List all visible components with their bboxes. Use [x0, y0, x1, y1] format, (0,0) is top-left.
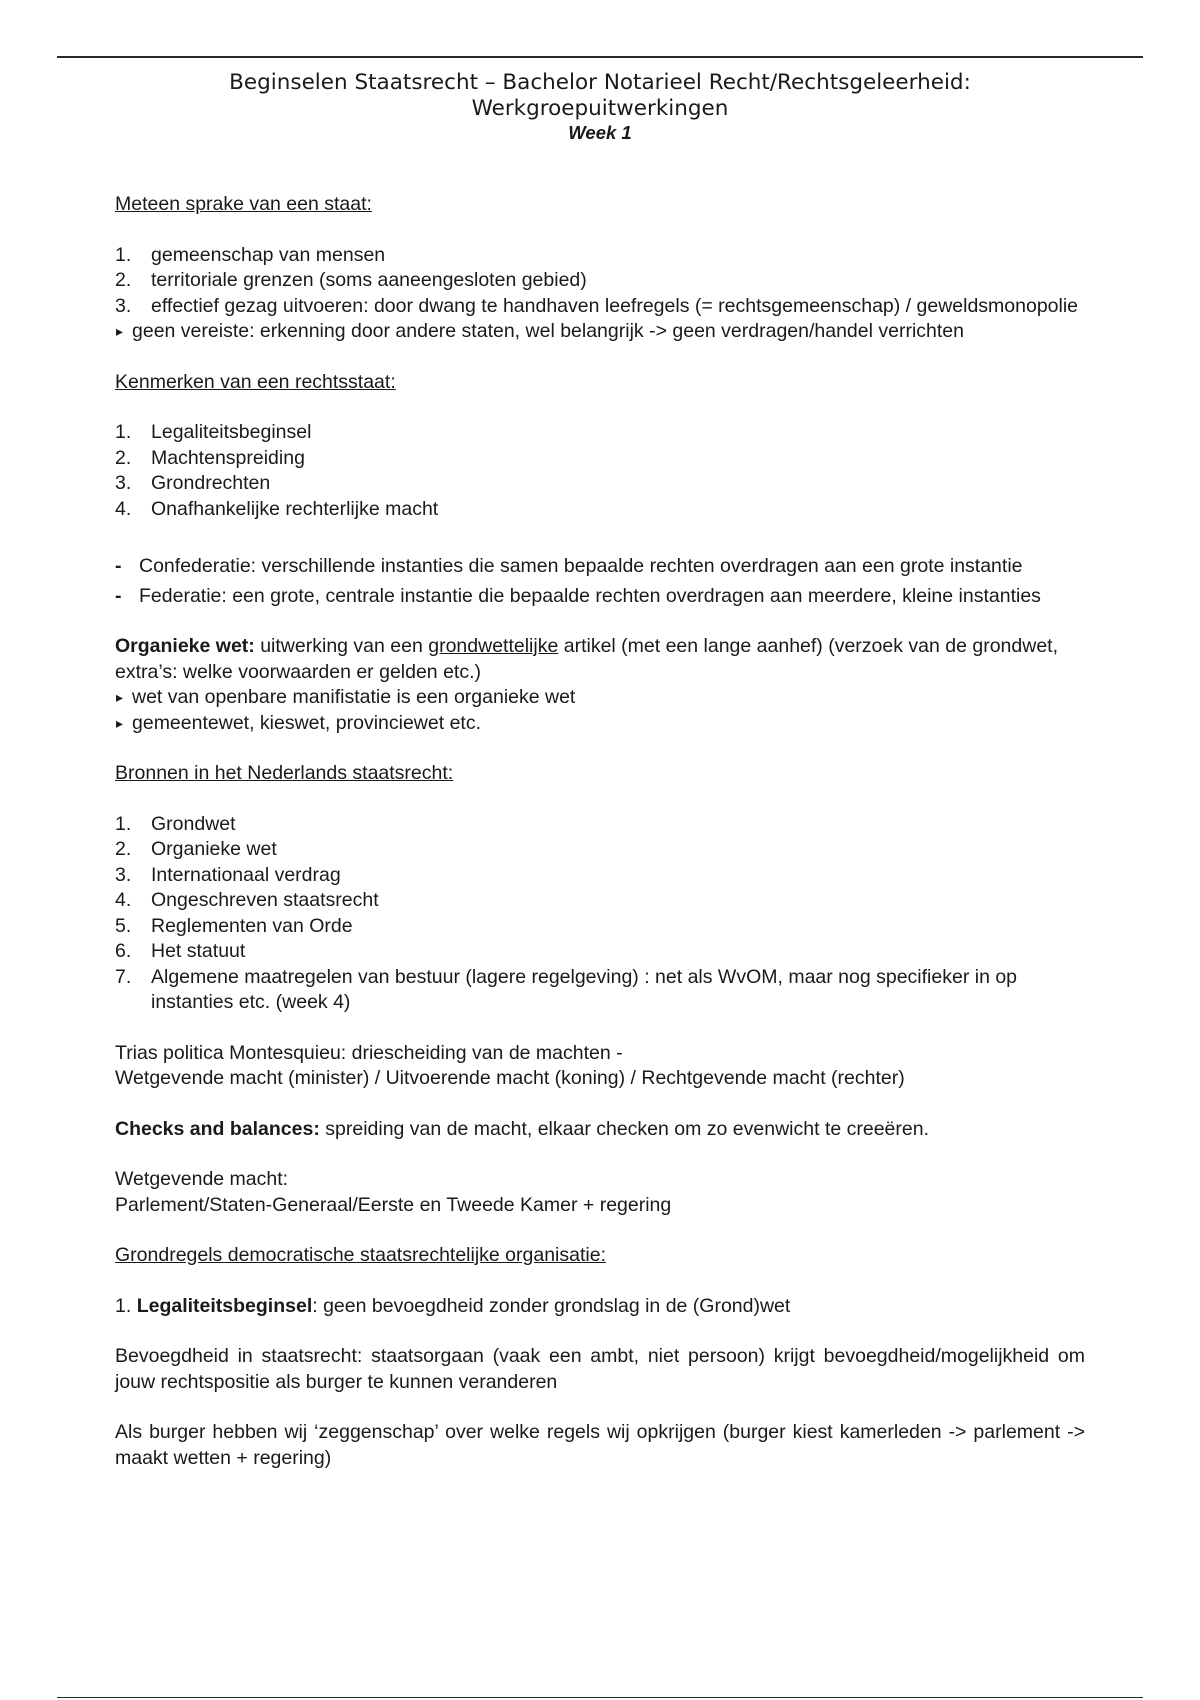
- wetgevende-line-2: Parlement/Staten-Generaal/Eerste en Tweede Kamer + regering: [115, 1193, 672, 1216]
- top-rule: [57, 56, 1143, 58]
- confederatie-item: - Confederatie: verschillende instanties die samen bepaalde rechten overdragen aan een grote instantie: [115, 554, 1085, 580]
- dash-bullet-icon: -: [115, 584, 122, 607]
- trias-line-1: Trias politica Montesquieu: driescheiding van de machten -: [115, 1041, 623, 1064]
- dash-bullet-icon: -: [115, 555, 122, 577]
- title-line-2: Werkgroepuitwerkingen: [471, 96, 729, 121]
- trias-line-2: Wetgevende macht (minister) / Uitvoerende macht (koning) / Rechtgevende macht (rechter): [115, 1067, 905, 1089]
- list-item: 7. Algemene maatregelen van bestuur (lagere regelgeving) : net als WvOM, maar nog specifieker in op instanties etc. (week 4): [115, 965, 1018, 1013]
- triangle-bullet-icon: ▸: [116, 689, 124, 705]
- list-item: 3. Grondrechten: [115, 472, 271, 494]
- bronnen-list: [115, 812, 1085, 1016]
- checks-paragraph: Checks and balances: spreiding van de macht, elkaar checken om zo evenwicht te creeëren.: [115, 1117, 929, 1140]
- list-item: 1. Grondwet: [115, 812, 236, 835]
- list-item: 2. Machtenspreiding: [115, 446, 305, 469]
- legaliteitsbeginsel-term: Legaliteitsbeginsel: [136, 1294, 313, 1317]
- list-item: 3. effectief gezag uitvoeren: door dwang te handhaven leefregels (= rechtsgemeenschap) / geweldsmonopolie: [115, 294, 1079, 317]
- bottom-rule: [57, 1697, 1143, 1698]
- triangle-bullet-icon: ▸: [116, 714, 124, 731]
- list-item: 2. Organieke wet: [115, 838, 277, 860]
- list-item: 4. Ongeschreven staatsrecht: [115, 889, 379, 911]
- staat-list: [115, 243, 1085, 320]
- checks-term: Checks and balances:: [115, 1117, 320, 1140]
- burger-paragraph: Als burger hebben wij ‘zeggenschap’ over welke regels wij opkrijgen (burger kiest kamerleden -> parlement -> maakt wetten + regering): [115, 1421, 1085, 1469]
- organieke-bullet: ▸ gemeentewet, kieswet, provinciewet etc.: [115, 711, 1085, 737]
- bevoegdheid-paragraph: Bevoegdheid in staatsrecht: staatsorgaan (vaak een ambt, niet persoon) krijgt bevoegdheid/mogelijkheid om jouw rechtspositie als burger te kunnen veranderen: [115, 1345, 1085, 1393]
- organieke-bullet: ▸ wet van openbare manifistatie is een organieke wet: [115, 685, 1085, 711]
- grondregels-item: 1. Legaliteitsbeginsel: geen bevoegdheid zonder grondslag in de (Grond)wet: [115, 1294, 791, 1317]
- document-title: [55, 70, 1145, 122]
- grondwettelijke-underlined: grondwettelijke: [428, 635, 559, 657]
- wetgevende-line-1: Wetgevende macht:: [115, 1168, 289, 1190]
- week-label: Week 1: [568, 122, 632, 143]
- list-item: 1. Legaliteitsbeginsel: [115, 421, 312, 443]
- federatie-item: - Federatie: een grote, centrale instantie die bepaalde rechten overdragen aan meerdere, kleine instanties: [115, 584, 1085, 610]
- list-item: 1. gemeenschap van mensen: [115, 243, 386, 266]
- section-heading-grondregels: Grondregels democratische staatsrechtelijke organisatie:: [115, 1244, 606, 1266]
- document-page: [115, 70, 1085, 1471]
- organieke-wet-paragraph: Organieke wet: uitwerking van een grondwettelijke artikel (met een lange aanhef) (verzoek van de grondwet, extra’s: welke voorwaarden er gelden etc.): [115, 635, 1059, 683]
- rechtsstaat-list: [115, 420, 1085, 522]
- list-item: 3. Internationaal verdrag: [115, 863, 341, 886]
- organieke-wet-term: Organieke wet:: [115, 635, 255, 657]
- staat-note: ▸ geen vereiste: erkenning door andere staten, wel belangrijk -> geen verdragen/handel verrichten: [115, 319, 1085, 345]
- list-item: 4. Onafhankelijke rechterlijke macht: [115, 497, 439, 520]
- section-heading-staat: Meteen sprake van een staat:: [115, 193, 372, 215]
- section-heading-bronnen: Bronnen in het Nederlands staatsrecht:: [115, 762, 454, 784]
- list-item: 2. territoriale grenzen (soms aaneengesloten gebied): [115, 269, 587, 291]
- list-item: 5. Reglementen van Orde: [115, 914, 353, 937]
- triangle-bullet-icon: ▸: [116, 323, 124, 339]
- section-heading-rechtsstaat: Kenmerken van een rechtsstaat:: [115, 370, 396, 393]
- title-line-1: Beginselen Staatsrecht – Bachelor Notarieel Recht/Rechtsgeleerheid:: [229, 70, 971, 95]
- list-item: 6. Het statuut: [115, 940, 246, 962]
